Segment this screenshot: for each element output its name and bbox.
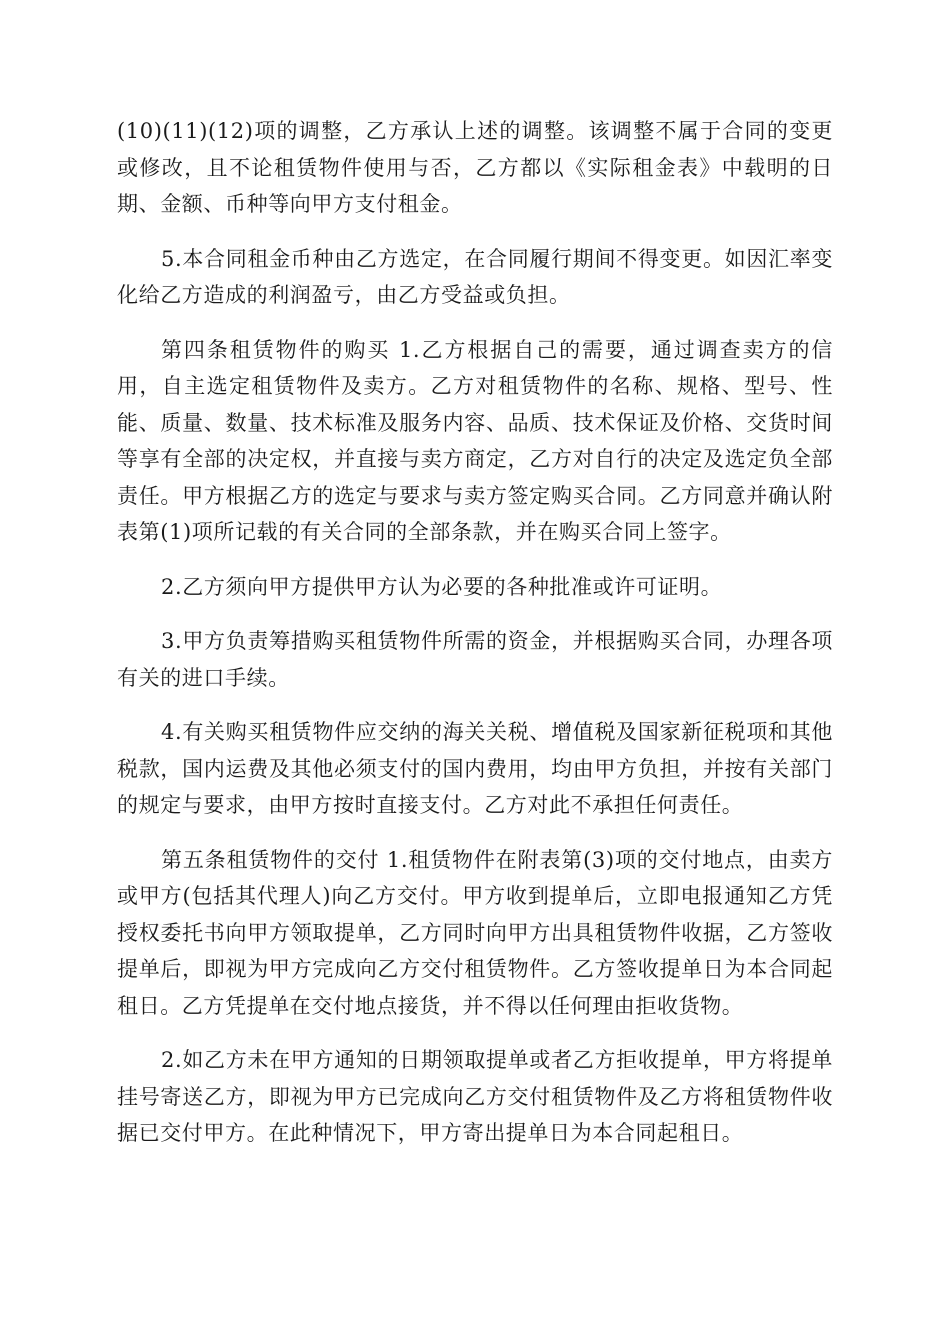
- document-body: [117, 113, 833, 1170]
- paragraph-article-4-2: 2.乙方须向甲方提供甲方认为必要的各种批准或许可证明。: [161, 574, 723, 599]
- paragraph-article-4-1: 第四条租赁物件的购买 1.乙方根据自己的需要，通过调查卖方的信用，自主选定租赁物件及卖方。乙方对租赁物件的名称、规格、型号、性能、质量、数量、技术标准及服务内容、品质、技术保证及价格、交货时间等享有全部的决定权，并直接与卖方商定，乙方对自行的决定及选定负全部责任。甲方根据乙方的选定与要求与卖方签定购买合同。乙方同意并确认附表第(1)项所记载的有关合同的全部条款，并在购买合同上签字。: [117, 337, 833, 544]
- paragraph-continuation: (10)(11)(12)项的调整，乙方承认上述的调整。该调整不属于合同的变更或修改，且不论租赁物件使用与否，乙方都以《实际租金表》中载明的日期、金额、币种等向甲方支付租金。: [117, 119, 833, 216]
- paragraph-article-4-3: 3.甲方负责筹措购买租赁物件所需的资金，并根据购买合同，办理各项有关的进口手续。: [117, 629, 833, 690]
- paragraph-article-4-4: 4.有关购买租赁物件应交纳的海关关税、增值税及国家新征税项和其他税款，国内运费及其他必须支付的国内费用，均由甲方负担，并按有关部门的规定与要求，由甲方按时直接支付。乙方对此不承担任何责任。: [117, 720, 833, 817]
- paragraph-article-5-2: 2.如乙方未在甲方通知的日期领取提单或者乙方拒收提单，甲方将提单挂号寄送乙方，即视为甲方已完成向乙方交付租赁物件及乙方将租赁物件收据已交付甲方。在此种情况下，甲方寄出提单日为本合同起租日。: [117, 1048, 833, 1145]
- paragraph-clause-3-5: 5.本合同租金币种由乙方选定，在合同履行期间不得变更。如因汇率变化给乙方造成的利润盈亏，由乙方受益或负担。: [117, 246, 833, 307]
- paragraph-article-5-1: 第五条租赁物件的交付 1.租赁物件在附表第(3)项的交付地点，由卖方或甲方(包括其代理人)向乙方交付。甲方收到提单后，立即电报通知乙方凭授权委托书向甲方领取提单，乙方同时向甲方出具租赁物件收据，乙方签收提单后，即视为甲方完成向乙方交付租赁物件。乙方签收提单日为本合同起租日。乙方凭提单在交付地点接货，并不得以任何理由拒收货物。: [117, 847, 833, 1018]
